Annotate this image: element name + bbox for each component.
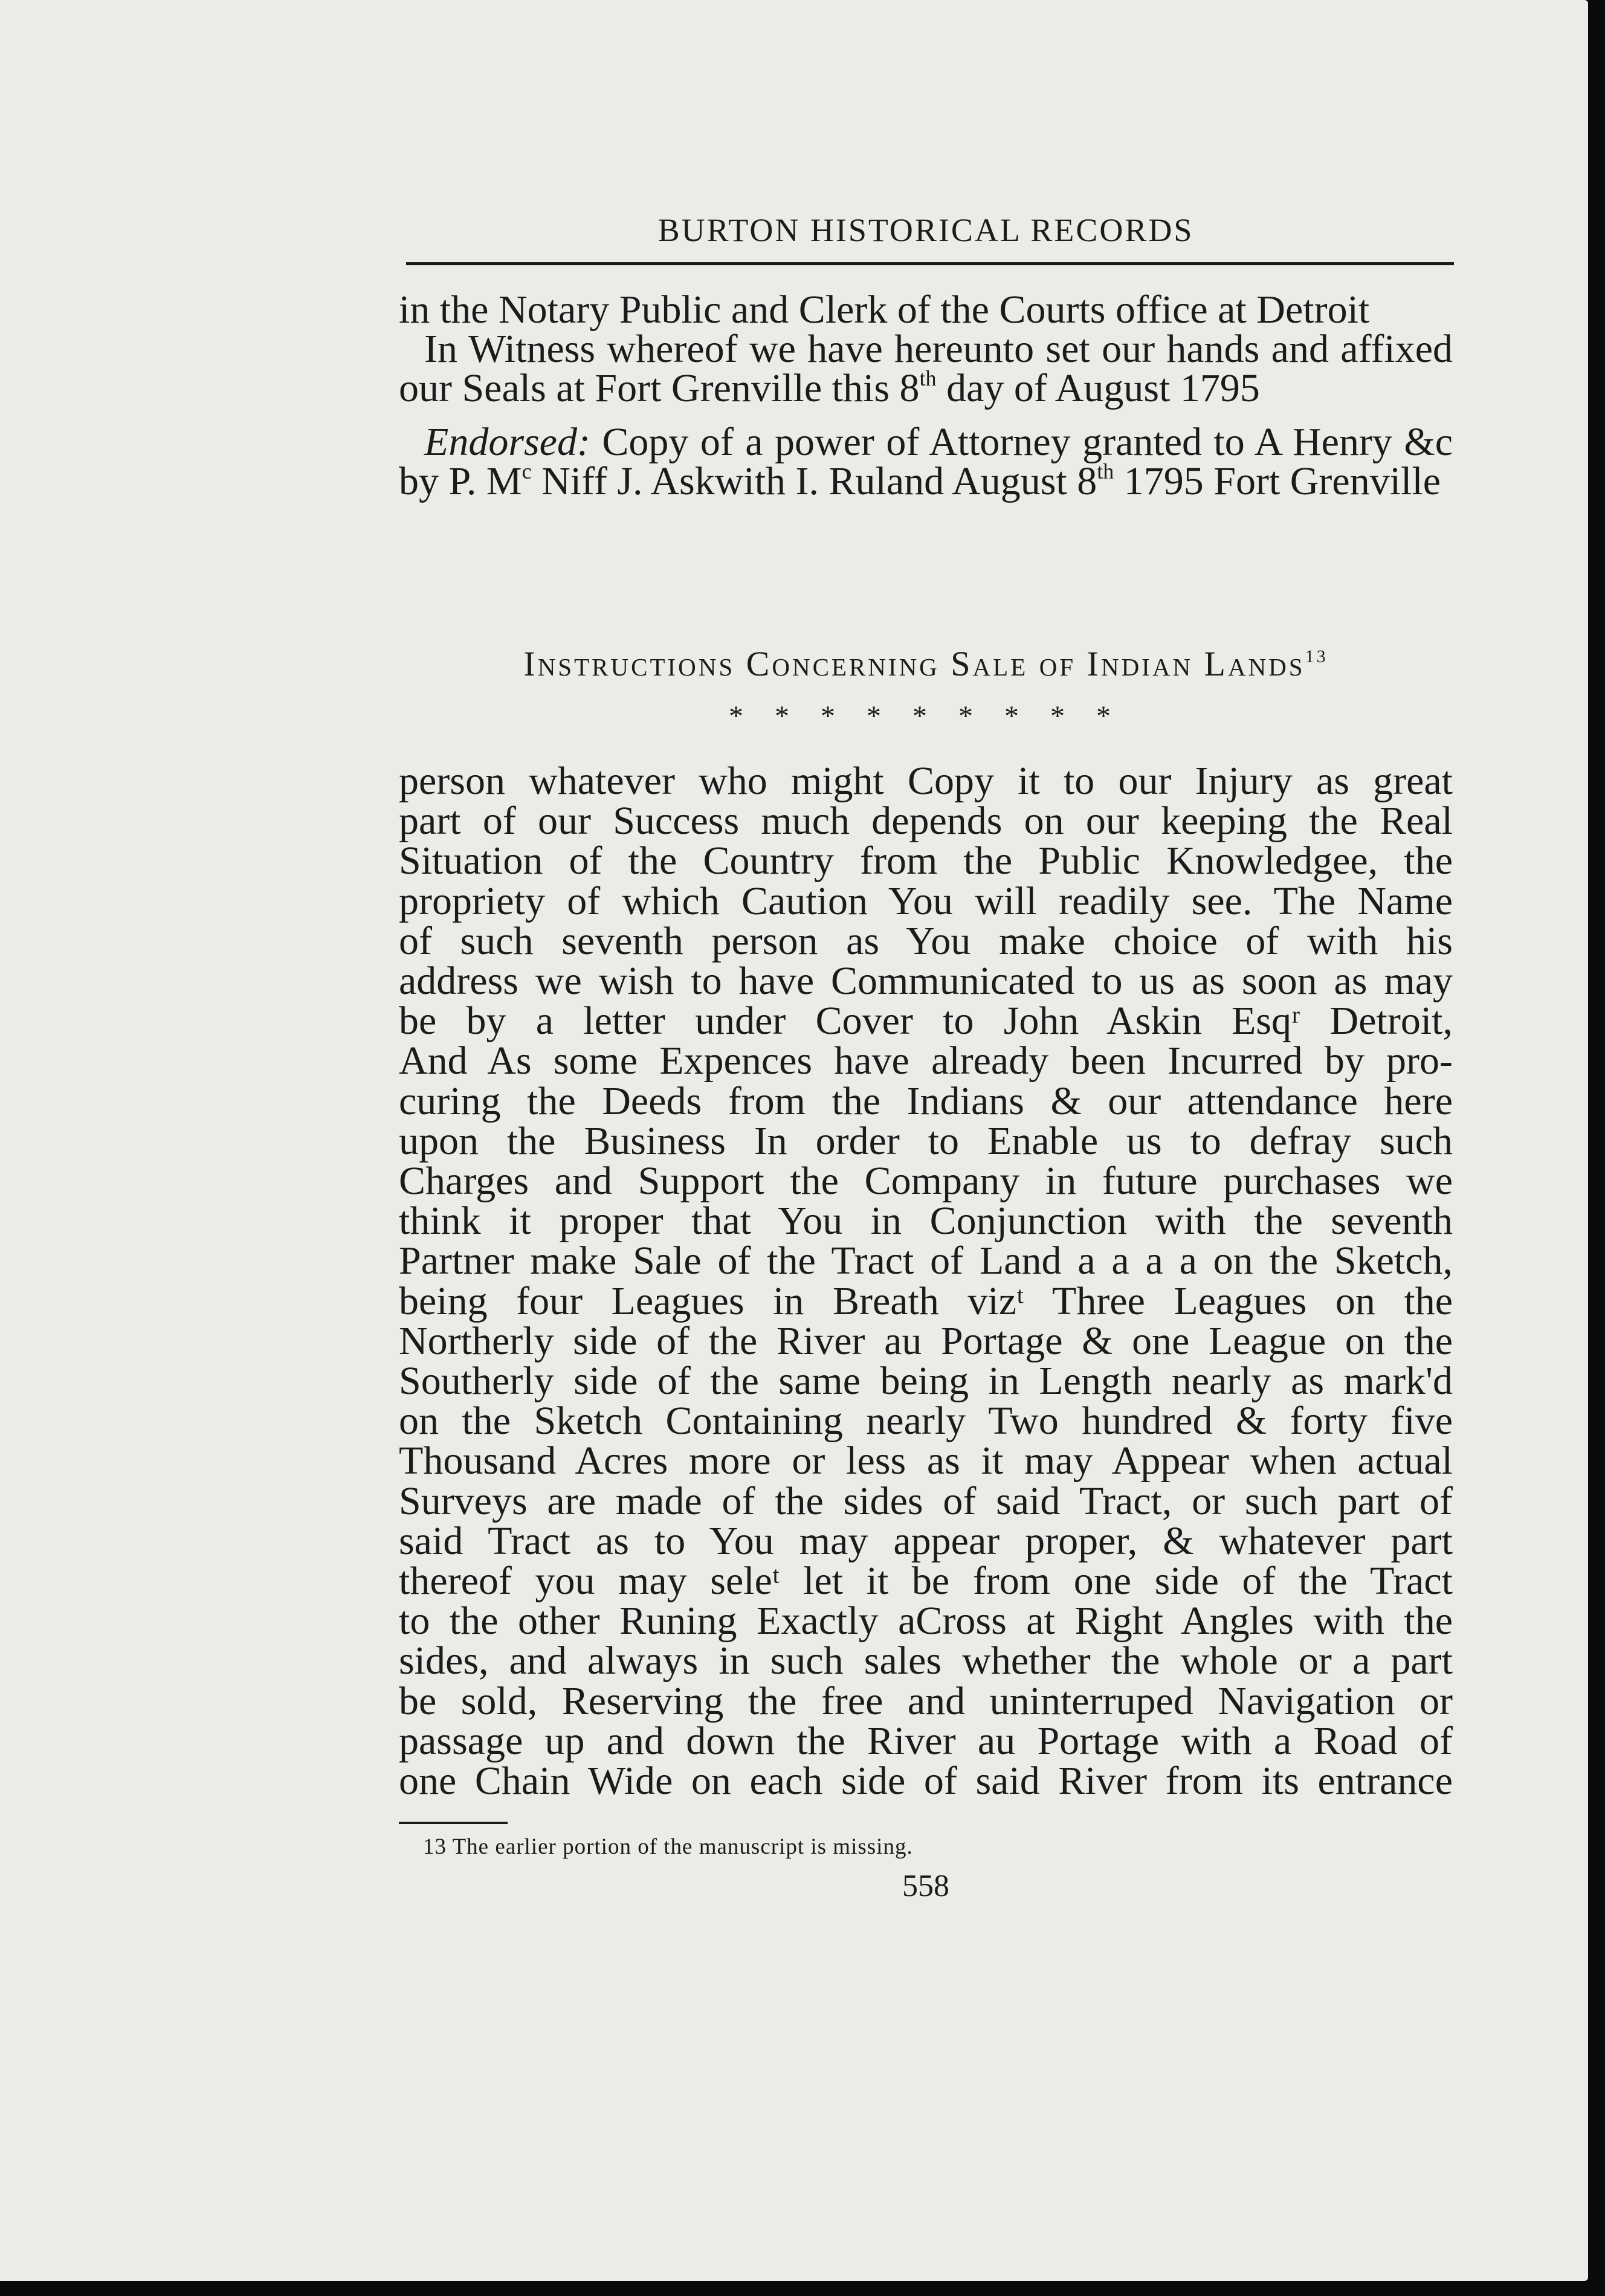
body-line: Surveys are made of the sides of said Tract, or such part of — [399, 1479, 1453, 1523]
paragraph-notary: in the Notary Public and Clerk of the Courts office at Detroit — [399, 288, 1370, 332]
footnote-rule — [399, 1822, 508, 1824]
body-line: person whatever who might Copy it to our Injury as great — [399, 759, 1453, 803]
body-line: Southerly side of the same being in Length nearly as mark'd — [399, 1359, 1453, 1404]
footnote-reference: 13 — [1305, 647, 1328, 666]
witness-superscript: th — [919, 366, 937, 390]
section-heading-text: Instructions Concerning Sale of Indian Lands — [523, 644, 1305, 683]
body-line: address we wish to have Communicated to us as soon as may — [399, 959, 1453, 1004]
section-heading — [399, 643, 1453, 684]
body-line: be sold, Reserving the free and uninterruped Navigation or — [399, 1678, 1453, 1723]
body-line: part of our Success much depends on our keeping the Real — [399, 799, 1453, 843]
running-head: BURTON HISTORICAL RECORDS — [657, 212, 1194, 248]
body-line: upon the Business In order to Enable us to defray such — [399, 1118, 1453, 1163]
body-line: And As some Expences have already been Incurred by pro- — [399, 1039, 1453, 1083]
paragraph-witness — [399, 329, 1453, 408]
endorsed-text-c: 1795 Fort Grenville — [1114, 459, 1441, 503]
body-line: on the Sketch Containing nearly Two hundred & forty five — [399, 1399, 1453, 1443]
body-line: being four Leagues in Breath vizᵗ Three Leagues on the — [399, 1279, 1453, 1323]
body-line: think it proper that You in Conjunction with the seventh — [399, 1199, 1453, 1243]
header-rule — [406, 262, 1454, 265]
paragraph-endorsed — [399, 422, 1453, 501]
asterisk-separator: * * * * * * * * * — [729, 700, 1123, 732]
body-text-block — [399, 759, 1453, 1804]
body-line: passage up and down the River au Portage with a Road of — [399, 1718, 1453, 1763]
body-line: Partner make Sale of the Tract of Land a a a a on the Sketch, — [399, 1239, 1453, 1283]
endorsed-superscript-1: c — [522, 459, 532, 483]
endorsed-text-a: Copy of a power of Attorney granted to A Henry &c by P. M — [399, 420, 1453, 503]
witness-tail: day of August 1795 — [936, 366, 1260, 410]
body-line: Charges and Support the Company in future purchases we — [399, 1159, 1453, 1204]
top-text-block — [399, 290, 1453, 501]
witness-text: In Witness whereof we have hereunto set our hands and affixed our Seals at Fort Grenville this 8 — [399, 327, 1453, 410]
body-line: to the other Runing Exactly aCross at Right Angles with the — [399, 1599, 1453, 1643]
body-line: of such seventh person as You make choice of with his — [399, 918, 1453, 963]
body-line: one Chain Wide on each side of said River from its entrance — [399, 1759, 1453, 1804]
body-line: Northerly side of the River au Portage & one League on the — [399, 1318, 1453, 1363]
body-line: be by a letter under Cover to John Askin Esqʳ Detroit, — [399, 999, 1453, 1043]
body-line: Situation of the Country from the Public Knowledgee, the — [399, 839, 1453, 883]
page-number: 558 — [902, 1869, 949, 1903]
body-line: Thousand Acres more or less as it may Appear when actual — [399, 1439, 1453, 1483]
body-line: thereof you may seleᵗ let it be from one side of the Tract — [399, 1559, 1453, 1604]
endorsed-label: Endorsed: — [424, 420, 590, 464]
body-line: curing the Deeds from the Indians & our attendance here — [399, 1079, 1453, 1123]
endorsed-superscript-2: th — [1097, 459, 1114, 483]
endorsed-text-b: Niff J. Askwith I. Ruland August 8 — [531, 459, 1097, 503]
footnote: 13 The earlier portion of the manuscript is missing. — [423, 1834, 913, 1859]
body-line: said Tract as to You may appear proper, & whatever part — [399, 1518, 1453, 1563]
body-line: propriety of which Caution You will readily see. The Name — [399, 879, 1453, 923]
body-line: sides, and always in such sales whether the whole or a part — [399, 1639, 1453, 1683]
